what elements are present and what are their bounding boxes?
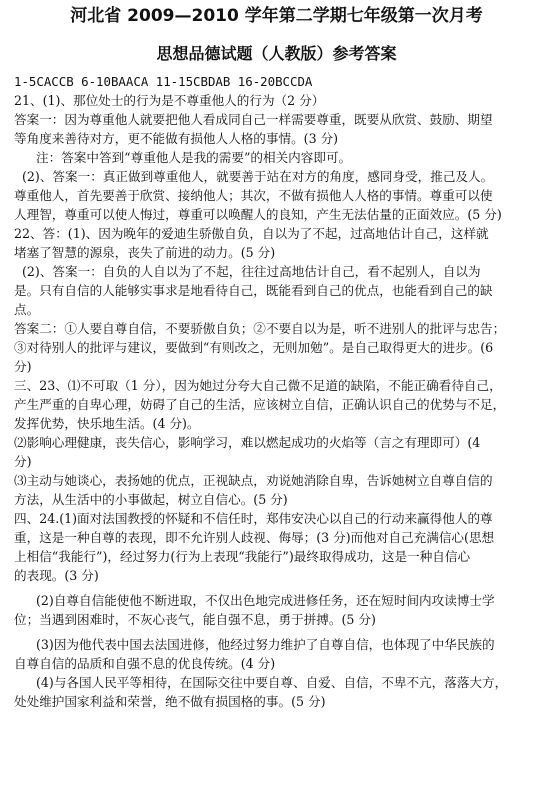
q21-part2-line3: 人理智，尊重可以使人悔过，尊重可以唤醒人的良知，产生无法估量的正面效应。(5 分) (14, 207, 502, 222)
page-title: 河北省 2009—2010 学年第二学期七年级第一次月考 (70, 6, 483, 26)
q24-part2-line1: (2)自尊自信能使他不断进取，不仅出色地完成进修任务，还在短时间内攻读博士学 (36, 593, 495, 608)
q21-answer1-line2: 等角度来善待对方，更不能做有损他人人格的事情。(3 分) (14, 131, 339, 146)
q24-part4-line1: (4)与各国人民平等相待，在国际交往中要自尊、自爱、自信，不卑不亢，落落大方， (36, 675, 508, 690)
q22-part1-line1: 22、答：(1)、因为晚年的爱迪生骄傲自负，自以为了不起，过高地估计自己，这样就 (14, 226, 489, 241)
choice-answers: 1-5CACCB 6-10BAACA 11-15CBDAB 16-20BCCDA (14, 74, 313, 89)
q22-answer2-line1: 答案二：①人要自尊自信，不要骄傲自负；②不要自以为是，听不进别人的批评与忠告； (14, 321, 506, 336)
q23-part3-line2: 方法，从生活中的小事做起，树立自信心。(5 分) (14, 492, 288, 507)
q24-part1-line1: 四、24.(1)面对法国教授的怀疑和不信任时，郑伟安决心以自己的行动来赢得他人的尊 (14, 511, 493, 526)
q21-note: 注：答案中答到“尊重他人是我的需要”的相关内容即可。 (36, 150, 352, 165)
q22-part2-line2: 是。只有自信的人能够实事求是地看待自己，既能看到自己的优点，也能看到自己的缺 (14, 283, 493, 298)
q24-part1-line4: 的表现。(3 分) (14, 568, 99, 583)
q22-part2-line1: (2)、答案一：自负的人自以为了不起，往往过高地估计自己，看不起别人，自以为 (22, 264, 481, 279)
q23-part1-line2: 产生严重的自卑心理，妨碍了自己的生活，应该树立自信，正确认识自己的优势与不足， (14, 397, 506, 412)
q23-part2-line1: ⑵影响心理健康，丧失信心，影响学习，难以燃起成功的火焰等（言之有理即可）(4 (14, 435, 481, 450)
q22-part1-line2: 堵塞了智慧的源泉，丧失了前进的动力。(5 分) (14, 245, 276, 260)
q24-part3-line1: (3)因为他代表中国去法国进修，他经过努力维护了自尊自信，也体现了中华民族的 (36, 637, 495, 652)
q23-part2-line2: 分) (14, 454, 32, 469)
q24-part3-line2: 自尊自信的品质和自强不息的优良传统。(4 分) (14, 656, 276, 671)
q21-part2-line1: (2)、答案一：真正做到尊重他人，就要善于站在对方的角度，感同身受，推己及人。 (22, 169, 494, 184)
q23-part1-line3: 发挥优势，快乐地生活。(4 分)。 (14, 416, 200, 431)
q21-part1: 21、(1)、那位处士的行为是不尊重他人的行为（2 分） (14, 93, 325, 108)
q22-answer2-line3: 分) (14, 359, 32, 374)
page-subtitle: 思想品德试题（人教版）参考答案 (156, 44, 397, 63)
q24-part1-line2: 重，这是一种自尊的表现，即不允许别人歧视、侮辱；(3 分)而他对自己充满信心(思想 (14, 530, 495, 545)
q21-answer1-line1: 答案一：因为尊重他人就要把他人看成同自己一样需要尊重，既要从欣赏、鼓励、期望 (14, 112, 493, 127)
q23-part3-line1: ⑶主动与她谈心，表扬她的优点，正视缺点，劝说她消除自卑，告诉她树立自尊自信的 (14, 473, 493, 488)
q24-part2-line2: 位；当遇到困难时，不灰心丧气，能自强不息，勇于拼搏。(5 分) (14, 612, 376, 627)
q21-part2-line2: 尊重他人，首先要善于欣赏、接纳他人；其次，不做有损他人人格的事情。尊重可以使 (14, 188, 493, 203)
q22-answer2-line2: ③对待别人的批评与建议，要做到“有则改之，无则加勉”。是自己取得更大的进步。(6 (14, 340, 494, 355)
q24-part4-line2: 处处维护国家利益和荣誉，绝不做有损国格的事。(5 分) (14, 694, 326, 709)
q23-part1-line1: 三、23、⑴不可取（1 分），因为她过分夸大自己微不足道的缺陷，不能正确看待自己， (14, 378, 502, 393)
q22-part2-line3: 点。 (14, 302, 40, 317)
q24-part1-line3: 上相信“我能行”)，经过努力(行为上表现“我能行”)最终取得成功，这是一种自信心 (14, 549, 471, 564)
